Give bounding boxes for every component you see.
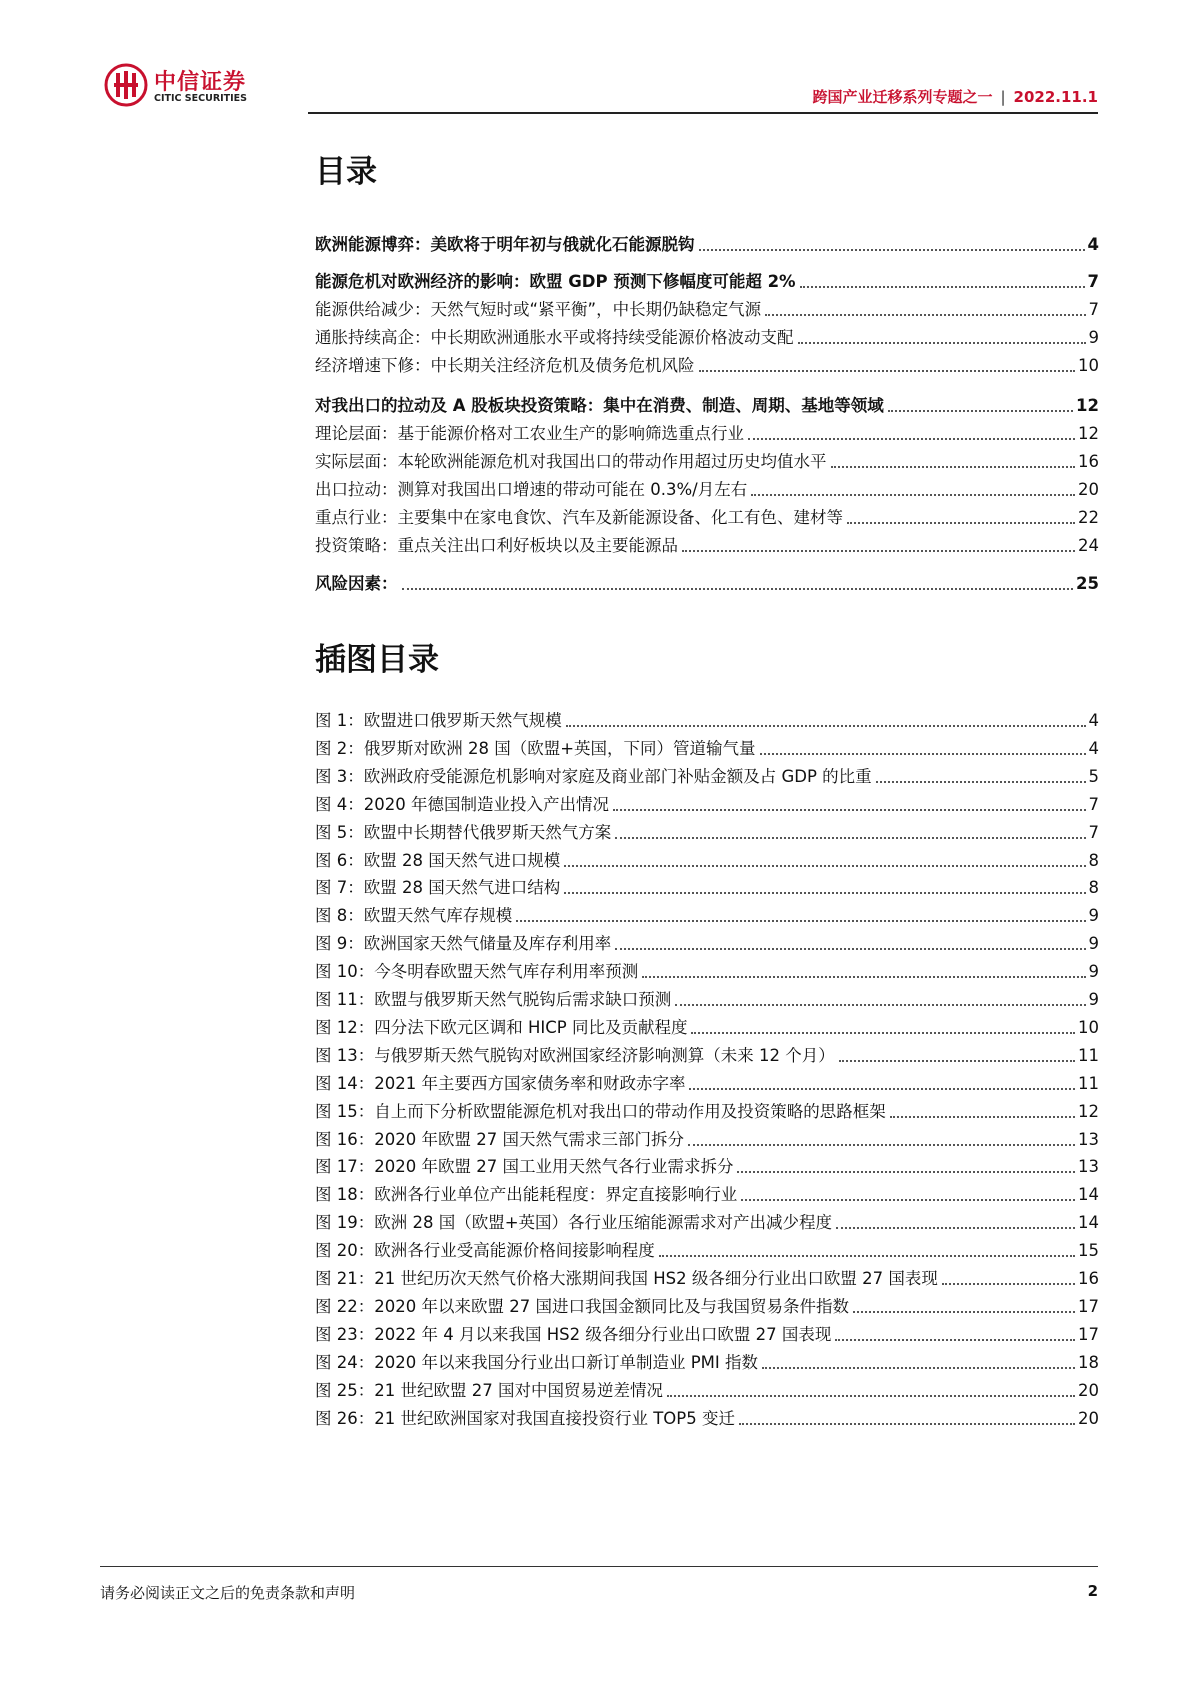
toc-entry[interactable] (315, 505, 1099, 529)
leader-dots (516, 920, 1085, 922)
figure-entry[interactable] (315, 764, 1099, 788)
figure-entry[interactable] (315, 820, 1099, 844)
leader-dots (839, 1060, 1075, 1062)
entry-label: 图 21：21 世纪历次天然气价格大涨期间我国 HS2 级各细分行业出口欧盟 27 国表现 (315, 1269, 938, 1288)
figure-entry[interactable] (315, 1322, 1099, 1346)
leader-dots (888, 410, 1073, 412)
figure-entry[interactable] (315, 875, 1099, 899)
figure-entry[interactable] (315, 1099, 1099, 1123)
page-number: 2 (1087, 1582, 1098, 1600)
leader-dots (402, 588, 1074, 590)
leader-dots (688, 1144, 1075, 1146)
entry-page-number: 12 (1078, 1102, 1099, 1121)
figure-entry[interactable] (315, 1266, 1099, 1290)
entry-page-number: 25 (1076, 574, 1099, 593)
figure-entry[interactable] (315, 1182, 1099, 1206)
entry-label: 图 3：欧洲政府受能源危机影响对家庭及商业部门补贴金额及占 GDP 的比重 (315, 767, 872, 786)
footer-disclaimer: 请务必阅读正文之后的免责条款和声明 (100, 1584, 356, 1602)
entry-label: 对我出口的拉动及 A 股板块投资策略：集中在消费、制造、周期、基地等领域 (315, 396, 884, 415)
toc-entry[interactable] (315, 477, 1099, 501)
entry-label: 图 19：欧洲 28 国（欧盟+英国）各行业压缩能源需求对产出减少程度 (315, 1213, 833, 1232)
citic-logo-icon (104, 63, 148, 107)
entry-label: 欧洲能源博弈：美欧将于明年初与俄就化石能源脱钩 (315, 235, 695, 254)
header-report-info (812, 86, 1098, 107)
leader-dots (798, 342, 1086, 344)
entry-page-number: 9 (1088, 328, 1099, 347)
figure-entry[interactable] (315, 931, 1099, 955)
entry-page-number: 9 (1088, 934, 1099, 953)
entry-page-number: 17 (1078, 1325, 1099, 1344)
entry-page-number: 11 (1078, 1046, 1099, 1065)
leader-dots (613, 809, 1086, 811)
entry-label: 图 11：欧盟与俄罗斯天然气脱钩后需求缺口预测 (315, 990, 672, 1009)
entry-page-number: 7 (1088, 300, 1099, 319)
entry-label: 图 12：四分法下欧元区调和 HICP 同比及贡献程度 (315, 1018, 688, 1037)
leader-dots (675, 1004, 1085, 1006)
entry-label: 理论层面：基于能源价格对工农业生产的影响筛选重点行业 (315, 424, 744, 443)
figure-entry[interactable] (315, 1378, 1099, 1402)
leader-dots (691, 1032, 1075, 1034)
figure-entry[interactable] (315, 1127, 1099, 1151)
entry-page-number: 18 (1078, 1353, 1099, 1372)
leader-dots (853, 1311, 1075, 1313)
toc-entry[interactable] (315, 449, 1099, 473)
figure-entry[interactable] (315, 1015, 1099, 1039)
entry-label: 图 6：欧盟 28 国天然气进口规模 (315, 851, 561, 870)
entry-label: 图 13：与俄罗斯天然气脱钩对欧洲国家经济影响测算（未来 12 个月） (315, 1046, 835, 1065)
entry-page-number: 8 (1088, 878, 1099, 897)
entry-page-number: 12 (1078, 424, 1099, 443)
leader-dots (831, 466, 1076, 468)
entry-page-number: 7 (1087, 272, 1099, 291)
toc-entry[interactable] (315, 533, 1099, 557)
entry-page-number: 10 (1078, 356, 1099, 375)
figure-entry[interactable] (315, 903, 1099, 927)
leader-dots (615, 948, 1085, 950)
entry-page-number: 20 (1078, 1381, 1099, 1400)
entry-label: 图 15：自上而下分析欧盟能源危机对我出口的带动作用及投资策略的思路框架 (315, 1102, 886, 1121)
entry-page-number: 5 (1088, 767, 1099, 786)
entry-label: 图 7：欧盟 28 国天然气进口结构 (315, 878, 561, 897)
report-date: 2022.11.1 (1013, 88, 1098, 106)
entry-page-number: 22 (1078, 508, 1099, 527)
header-separator: | (1000, 88, 1006, 106)
leader-dots (667, 1395, 1075, 1397)
figure-entry[interactable] (315, 1154, 1099, 1178)
entry-label: 图 4：2020 年德国制造业投入产出情况 (315, 795, 609, 814)
entry-label: 图 25：21 世纪欧盟 27 国对中国贸易逆差情况 (315, 1381, 663, 1400)
brand-name-cn: 中信证券 (154, 70, 247, 95)
toc-entry[interactable] (315, 269, 1099, 293)
footer-divider (100, 1566, 1098, 1567)
leader-dots (748, 438, 1075, 440)
entry-page-number: 4 (1088, 711, 1099, 730)
entry-page-number: 8 (1088, 851, 1099, 870)
entry-label: 通胀持续高企：中长期欧洲通胀水平或将持续受能源价格波动支配 (315, 328, 794, 347)
figure-entry[interactable] (315, 708, 1099, 732)
leader-dots (689, 1088, 1075, 1090)
entry-label: 图 26：21 世纪欧洲国家对我国直接投资行业 TOP5 变迁 (315, 1409, 735, 1428)
entry-page-number: 11 (1078, 1074, 1099, 1093)
entry-label: 能源供给减少：天然气短时或“紧平衡”，中长期仍缺稳定气源 (315, 300, 762, 319)
entry-page-number: 9 (1088, 906, 1099, 925)
leader-dots (751, 494, 1075, 496)
leader-dots (642, 976, 1085, 978)
leader-dots (566, 725, 1086, 727)
leader-dots (760, 753, 1086, 755)
entry-label: 图 18：欧洲各行业单位产出能耗程度：界定直接影响行业 (315, 1185, 738, 1204)
entry-page-number: 17 (1078, 1297, 1099, 1316)
leader-dots (876, 781, 1086, 783)
entry-label: 重点行业：主要集中在家电食饮、汽车及新能源设备、化工有色、建材等 (315, 508, 843, 527)
leader-dots (615, 837, 1085, 839)
toc-entry[interactable] (315, 325, 1099, 349)
figure-entry[interactable] (315, 1238, 1099, 1262)
leader-dots (739, 1423, 1075, 1425)
entry-page-number: 24 (1078, 536, 1099, 555)
entry-page-number: 16 (1078, 1269, 1099, 1288)
entry-page-number: 15 (1078, 1241, 1099, 1260)
entry-page-number: 20 (1078, 480, 1099, 499)
entry-page-number: 4 (1087, 235, 1099, 254)
entry-label: 投资策略：重点关注出口利好板块以及主要能源品 (315, 536, 678, 555)
entry-label: 图 14：2021 年主要西方国家债务率和财政赤字率 (315, 1074, 686, 1093)
leader-dots (564, 865, 1085, 867)
leader-dots (836, 1227, 1075, 1229)
entry-label: 图 24：2020 年以来我国分行业出口新订单制造业 PMI 指数 (315, 1353, 759, 1372)
entry-page-number: 7 (1088, 795, 1099, 814)
entry-page-number: 10 (1078, 1018, 1099, 1037)
figure-entry[interactable] (315, 1043, 1099, 1067)
brand-name-en: CITIC SECURITIES (154, 93, 248, 104)
leader-dots (564, 892, 1085, 894)
leader-dots (835, 1339, 1075, 1341)
entry-page-number: 12 (1076, 396, 1099, 415)
figure-entry[interactable] (315, 987, 1099, 1011)
entry-label: 图 1：欧盟进口俄罗斯天然气规模 (315, 711, 562, 730)
figure-entry[interactable] (315, 736, 1099, 760)
leader-dots (659, 1255, 1075, 1257)
entry-page-number: 13 (1078, 1157, 1099, 1176)
entry-page-number: 16 (1078, 452, 1099, 471)
entry-label: 图 22：2020 年以来欧盟 27 国进口我国金额同比及与我国贸易条件指数 (315, 1297, 849, 1316)
figure-entry[interactable] (315, 1210, 1099, 1234)
entry-label: 能源危机对欧洲经济的影响：欧盟 GDP 预测下修幅度可能超 2% (315, 272, 796, 291)
toc-entry[interactable] (315, 297, 1099, 321)
entry-page-number: 14 (1078, 1185, 1099, 1204)
entry-label: 出口拉动：测算对我国出口增速的带动可能在 0.3%/月左右 (315, 480, 748, 499)
leader-dots (682, 550, 1075, 552)
series-title: 跨国产业迁移系列专题之一 (812, 88, 993, 106)
entry-page-number: 9 (1088, 962, 1099, 981)
figure-entry[interactable] (315, 848, 1099, 872)
leader-dots (847, 522, 1075, 524)
leader-dots (741, 1199, 1075, 1201)
leader-dots (699, 249, 1085, 251)
entry-label: 图 9：欧洲国家天然气储量及库存利用率 (315, 934, 612, 953)
entry-label: 经济增速下修：中长期关注经济危机及债务危机风险 (315, 356, 695, 375)
entry-page-number: 4 (1088, 739, 1099, 758)
toc-entry[interactable] (315, 232, 1099, 256)
entry-page-number: 9 (1088, 990, 1099, 1009)
leader-dots (890, 1116, 1075, 1118)
citic-logo (104, 63, 264, 111)
toc-entry[interactable] (315, 571, 1099, 595)
header-divider (308, 112, 1098, 114)
toc-title: 目录 (315, 154, 377, 190)
toc-entry[interactable] (315, 421, 1099, 445)
figure-entry[interactable] (315, 1071, 1099, 1095)
entry-label: 实际层面：本轮欧洲能源危机对我国出口的带动作用超过历史均值水平 (315, 452, 827, 471)
entry-page-number: 14 (1078, 1213, 1099, 1232)
entry-page-number: 13 (1078, 1130, 1099, 1149)
leader-dots (942, 1283, 1075, 1285)
toc-entry[interactable] (315, 393, 1099, 417)
leader-dots (765, 314, 1085, 316)
leader-dots (699, 370, 1076, 372)
toc-entry[interactable] (315, 353, 1099, 377)
entry-label: 图 8：欧盟天然气库存规模 (315, 906, 513, 925)
entry-label: 图 23：2022 年 4 月以来我国 HS2 级各细分行业出口欧盟 27 国表现 (315, 1325, 832, 1344)
entry-label: 图 10：今冬明春欧盟天然气库存利用率预测 (315, 962, 639, 981)
entry-label: 图 20：欧洲各行业受高能源价格间接影响程度 (315, 1241, 655, 1260)
entry-label: 图 16：2020 年欧盟 27 国天然气需求三部门拆分 (315, 1130, 684, 1149)
leader-dots (737, 1171, 1075, 1173)
entry-label: 图 2：俄罗斯对欧洲 28 国（欧盟+英国，下同）管道输气量 (315, 739, 756, 758)
leader-dots (762, 1367, 1075, 1369)
entry-page-number: 20 (1078, 1409, 1099, 1428)
figure-entry[interactable] (315, 959, 1099, 983)
entry-label: 图 5：欧盟中长期替代俄罗斯天然气方案 (315, 823, 612, 842)
entry-label: 图 17：2020 年欧盟 27 国工业用天然气各行业需求拆分 (315, 1157, 734, 1176)
figure-entry[interactable] (315, 1350, 1099, 1374)
entry-label: 风险因素： (315, 574, 398, 593)
figure-entry[interactable] (315, 1294, 1099, 1318)
figure-entry[interactable] (315, 1406, 1099, 1430)
figure-entry[interactable] (315, 792, 1099, 816)
entry-page-number: 7 (1088, 823, 1099, 842)
leader-dots (800, 286, 1085, 288)
figures-title: 插图目录 (315, 642, 439, 678)
